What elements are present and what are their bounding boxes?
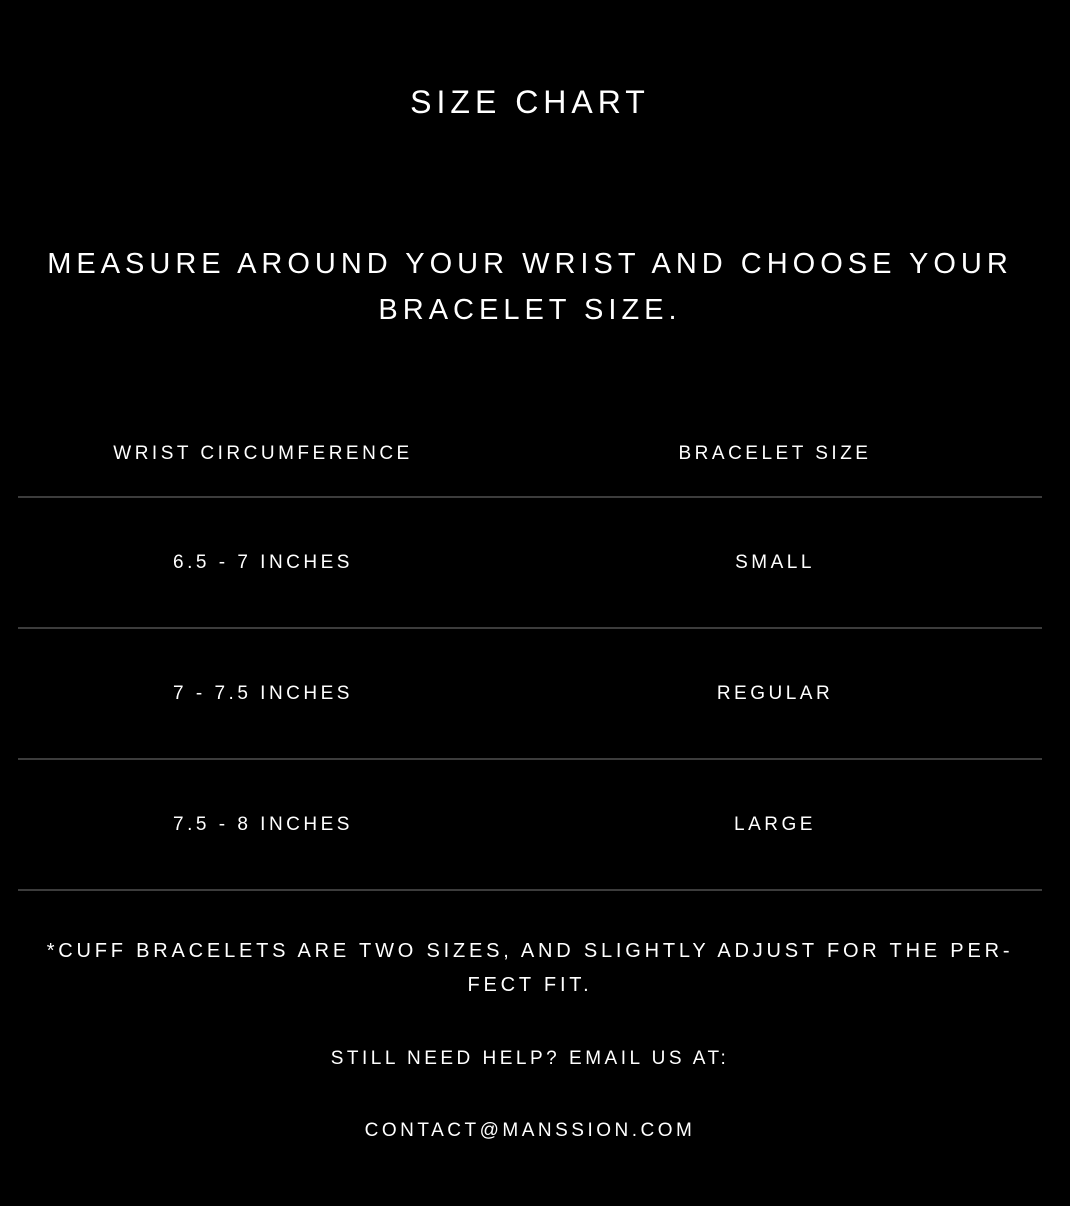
size-chart-table — [18, 418, 1042, 891]
intro-text: MEASURE AROUND YOUR WRIST AND CHOOSE YOUR BRACELET SIZE. — [47, 248, 1013, 326]
bracelet-size-cell: REGULAR — [716, 682, 834, 704]
wrist-circumference-cell: 7.5 - 8 INCHES — [173, 813, 353, 835]
wrist-circumference-cell: 7 - 7.5 INCHES — [173, 682, 353, 704]
table-row — [18, 760, 1042, 891]
column-header-bracelet-size: BRACELET SIZE — [678, 443, 872, 464]
wrist-circumference-cell: 6.5 - 7 INCHES — [173, 551, 353, 573]
table-row — [18, 629, 1042, 760]
help-text: STILL NEED HELP? EMAIL US AT: — [330, 1048, 730, 1069]
bracelet-size-cell: SMALL — [735, 551, 815, 573]
table-row — [18, 498, 1042, 629]
contact-email-link[interactable]: CONTACT@MANSSION.COM — [364, 1120, 696, 1141]
table-header-row — [18, 418, 1042, 498]
cuff-bracelet-note: *CUFF BRACELETS ARE TWO SIZES, AND SLIGHTLY ADJUST FOR THE PER-FECT FIT. — [46, 940, 1014, 996]
bracelet-size-cell: LARGE — [734, 813, 816, 835]
column-header-wrist-circumference: WRIST CIRCUMFERENCE — [113, 443, 413, 464]
page-title: SIZE CHART — [410, 84, 650, 120]
